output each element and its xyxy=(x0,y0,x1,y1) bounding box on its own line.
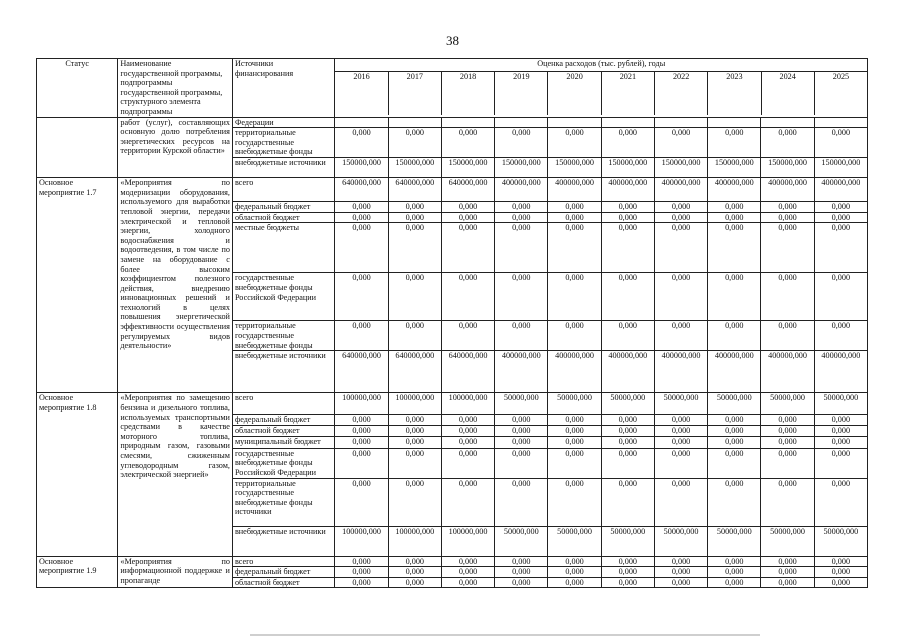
status-cell: Основное мероприятие 1.8 xyxy=(37,393,118,556)
value-cell: 0,000 xyxy=(335,425,388,436)
value-cell: 400000,000 xyxy=(495,351,548,393)
value-cell: 0,000 xyxy=(814,273,867,321)
source-cell: местные бюджеты xyxy=(232,223,334,273)
value-cell: 0,000 xyxy=(761,212,814,223)
source-cell: областной бюджет xyxy=(232,212,334,223)
value-cell: 0,000 xyxy=(388,556,441,567)
value-cell: 150000,000 xyxy=(441,158,494,178)
year-2024: 2024 xyxy=(761,72,814,115)
name-cell: «Мероприятия по модернизации оборудования, используемого для выработки тепловой энергии, передачи электрической и тепловой энергии, холодного водоснабжения и водоотведения, в том числе по замене на оборудование с более высоким коэффициентом полезного действия, внедрению инновационных решений и технологий в целях повышения энергетической эффективности осуществления регулируемых видов деятельности» xyxy=(118,178,233,393)
value-cell: 0,000 xyxy=(495,436,548,448)
value-cell: 0,000 xyxy=(761,273,814,321)
value-cell: 150000,000 xyxy=(761,158,814,178)
value-cell: 0,000 xyxy=(654,128,707,158)
value-cell: 0,000 xyxy=(601,202,654,213)
value-cell: 0,000 xyxy=(814,223,867,273)
year-2018: 2018 xyxy=(441,72,494,115)
value-cell: 100000,000 xyxy=(441,526,494,556)
value-cell: 0,000 xyxy=(388,478,441,526)
name-cell: работ (услуг), составляющих основную долю потребления энергетических ресурсов на территории Курской области» xyxy=(118,117,233,178)
value-cell: 0,000 xyxy=(441,478,494,526)
value-cell: 0,000 xyxy=(441,128,494,158)
value-cell: 0,000 xyxy=(708,425,761,436)
status-cell xyxy=(37,117,118,178)
value-cell: 0,000 xyxy=(761,556,814,567)
value-cell: 0,000 xyxy=(335,436,388,448)
value-cell: 0,000 xyxy=(708,415,761,426)
value-cell: 50000,000 xyxy=(761,393,814,415)
source-cell: территориальные государственные внебюджетные фонды источники xyxy=(232,478,334,526)
name-cell: «Мероприятия по замещению бензина и дизельного топлива, используемых транспортными средствами в качестве моторного топлива, природным газом, газовыми смесями, сжиженным углеводородным газом, электрической энергией» xyxy=(118,393,233,556)
source-cell: Федерации xyxy=(232,117,334,128)
value-cell: 0,000 xyxy=(761,202,814,213)
value-cell: 0,000 xyxy=(708,273,761,321)
value-cell: 0,000 xyxy=(708,436,761,448)
value-cell: 0,000 xyxy=(654,321,707,351)
scan-edge xyxy=(250,634,760,636)
value-cell: 0,000 xyxy=(708,202,761,213)
page-number: 38 xyxy=(446,33,459,48)
value-cell: 50000,000 xyxy=(814,526,867,556)
value-cell: 0,000 xyxy=(335,202,388,213)
value-cell: 0,000 xyxy=(548,448,601,478)
value-cell: 0,000 xyxy=(441,577,494,588)
value-cell: 0,000 xyxy=(761,577,814,588)
header-years xyxy=(335,72,867,115)
value-cell: 0,000 xyxy=(761,436,814,448)
value-cell: 400000,000 xyxy=(814,351,867,393)
value-cell xyxy=(654,117,707,128)
value-cell: 0,000 xyxy=(441,556,494,567)
value-cell xyxy=(441,117,494,128)
value-cell: 640000,000 xyxy=(335,351,388,393)
value-cell: 50000,000 xyxy=(495,393,548,415)
value-cell: 0,000 xyxy=(388,436,441,448)
table-header-row xyxy=(37,59,868,118)
value-cell: 50000,000 xyxy=(654,526,707,556)
value-cell: 400000,000 xyxy=(548,178,601,202)
value-cell: 50000,000 xyxy=(601,526,654,556)
value-cell: 0,000 xyxy=(654,202,707,213)
year-2017: 2017 xyxy=(388,72,441,115)
year-2019: 2019 xyxy=(494,72,547,115)
value-cell: 0,000 xyxy=(441,436,494,448)
value-cell: 0,000 xyxy=(335,223,388,273)
value-cell: 0,000 xyxy=(495,415,548,426)
value-cell: 50000,000 xyxy=(814,393,867,415)
value-cell: 0,000 xyxy=(335,567,388,578)
value-cell: 0,000 xyxy=(601,321,654,351)
value-cell: 0,000 xyxy=(814,577,867,588)
value-cell: 640000,000 xyxy=(388,351,441,393)
year-2020: 2020 xyxy=(547,72,600,115)
value-cell: 0,000 xyxy=(761,425,814,436)
value-cell: 0,000 xyxy=(814,448,867,478)
source-cell: федеральный бюджет xyxy=(232,202,334,213)
value-cell: 0,000 xyxy=(441,448,494,478)
value-cell: 0,000 xyxy=(654,556,707,567)
value-cell: 0,000 xyxy=(761,567,814,578)
value-cell: 0,000 xyxy=(761,321,814,351)
source-cell: всего xyxy=(232,178,334,202)
table-row xyxy=(37,556,868,567)
value-cell: 50000,000 xyxy=(654,393,707,415)
source-cell: федеральный бюджет xyxy=(232,567,334,578)
value-cell: 0,000 xyxy=(548,436,601,448)
value-cell xyxy=(495,117,548,128)
value-cell: 0,000 xyxy=(495,202,548,213)
value-cell: 0,000 xyxy=(761,128,814,158)
value-cell: 0,000 xyxy=(548,556,601,567)
table-row xyxy=(37,393,868,415)
value-cell: 0,000 xyxy=(388,212,441,223)
value-cell: 0,000 xyxy=(708,128,761,158)
value-cell: 400000,000 xyxy=(708,351,761,393)
value-cell: 0,000 xyxy=(814,321,867,351)
value-cell xyxy=(335,117,388,128)
table-row xyxy=(37,117,868,128)
value-cell: 0,000 xyxy=(814,478,867,526)
value-cell: 0,000 xyxy=(548,415,601,426)
value-cell: 150000,000 xyxy=(601,158,654,178)
source-cell: территориальные государственные внебюджетные фонды xyxy=(232,321,334,351)
value-cell: 0,000 xyxy=(441,212,494,223)
value-cell: 100000,000 xyxy=(388,526,441,556)
value-cell: 0,000 xyxy=(388,128,441,158)
value-cell: 0,000 xyxy=(708,448,761,478)
value-cell: 0,000 xyxy=(441,321,494,351)
value-cell: 0,000 xyxy=(335,415,388,426)
value-cell: 0,000 xyxy=(388,223,441,273)
value-cell: 0,000 xyxy=(495,273,548,321)
value-cell: 0,000 xyxy=(601,556,654,567)
value-cell: 0,000 xyxy=(548,223,601,273)
value-cell: 0,000 xyxy=(335,321,388,351)
value-cell: 0,000 xyxy=(495,212,548,223)
value-cell: 50000,000 xyxy=(548,393,601,415)
value-cell xyxy=(814,117,867,128)
value-cell: 0,000 xyxy=(335,577,388,588)
value-cell: 0,000 xyxy=(654,577,707,588)
budget-table xyxy=(36,58,868,588)
value-cell: 0,000 xyxy=(708,577,761,588)
value-cell: 640000,000 xyxy=(388,178,441,202)
value-cell: 0,000 xyxy=(441,273,494,321)
value-cell: 0,000 xyxy=(814,212,867,223)
value-cell: 0,000 xyxy=(441,567,494,578)
value-cell: 0,000 xyxy=(335,128,388,158)
value-cell: 0,000 xyxy=(441,415,494,426)
value-cell: 150000,000 xyxy=(495,158,548,178)
value-cell: 0,000 xyxy=(761,415,814,426)
value-cell: 0,000 xyxy=(654,273,707,321)
value-cell: 0,000 xyxy=(441,223,494,273)
value-cell: 0,000 xyxy=(335,273,388,321)
value-cell: 0,000 xyxy=(761,223,814,273)
value-cell: 150000,000 xyxy=(708,158,761,178)
value-cell: 0,000 xyxy=(761,448,814,478)
value-cell: 400000,000 xyxy=(708,178,761,202)
source-cell: областной бюджет xyxy=(232,577,334,588)
value-cell: 150000,000 xyxy=(814,158,867,178)
header-estimate: Оценка расходов (тыс. рублей), годы xyxy=(335,59,867,72)
value-cell: 0,000 xyxy=(441,425,494,436)
value-cell: 0,000 xyxy=(495,321,548,351)
source-cell: территориальные государственные внебюджетные фонды xyxy=(232,128,334,158)
header-status: Статус xyxy=(37,59,118,118)
value-cell: 0,000 xyxy=(708,478,761,526)
value-cell: 0,000 xyxy=(548,425,601,436)
header-sources: Источники финансирования xyxy=(232,59,334,118)
year-2022: 2022 xyxy=(654,72,707,115)
value-cell: 0,000 xyxy=(814,202,867,213)
value-cell: 0,000 xyxy=(335,212,388,223)
source-cell: федеральный бюджет xyxy=(232,415,334,426)
value-cell: 0,000 xyxy=(548,321,601,351)
value-cell: 0,000 xyxy=(814,436,867,448)
value-cell: 50000,000 xyxy=(708,393,761,415)
value-cell: 0,000 xyxy=(388,577,441,588)
year-2023: 2023 xyxy=(707,72,760,115)
value-cell: 0,000 xyxy=(654,478,707,526)
value-cell: 0,000 xyxy=(708,223,761,273)
value-cell: 0,000 xyxy=(495,448,548,478)
value-cell: 150000,000 xyxy=(548,158,601,178)
value-cell: 50000,000 xyxy=(495,526,548,556)
value-cell: 0,000 xyxy=(441,202,494,213)
name-cell: «Мероприятия по информационной поддержке и пропаганде xyxy=(118,556,233,588)
value-cell: 150000,000 xyxy=(388,158,441,178)
value-cell: 0,000 xyxy=(814,128,867,158)
source-cell: государственные внебюджетные фонды Российской Федерации xyxy=(232,273,334,321)
value-cell: 640000,000 xyxy=(441,351,494,393)
value-cell: 0,000 xyxy=(654,425,707,436)
value-cell: 0,000 xyxy=(601,577,654,588)
value-cell: 0,000 xyxy=(388,425,441,436)
value-cell: 400000,000 xyxy=(654,351,707,393)
value-cell: 400000,000 xyxy=(761,178,814,202)
source-cell: государственные внебюджетные фонды Российской Федерации xyxy=(232,448,334,478)
value-cell: 0,000 xyxy=(708,556,761,567)
value-cell: 0,000 xyxy=(654,223,707,273)
value-cell: 0,000 xyxy=(708,567,761,578)
header-name: Наименование государственной программы, подпрограммы государственной программы, структурного элемента подпрограммы xyxy=(118,59,233,118)
value-cell: 0,000 xyxy=(601,425,654,436)
value-cell xyxy=(708,117,761,128)
value-cell: 0,000 xyxy=(814,415,867,426)
value-cell: 150000,000 xyxy=(335,158,388,178)
value-cell: 0,000 xyxy=(548,478,601,526)
value-cell: 50000,000 xyxy=(548,526,601,556)
value-cell: 400000,000 xyxy=(601,351,654,393)
value-cell: 400000,000 xyxy=(601,178,654,202)
value-cell: 0,000 xyxy=(601,436,654,448)
value-cell: 0,000 xyxy=(654,567,707,578)
value-cell: 0,000 xyxy=(388,415,441,426)
value-cell: 0,000 xyxy=(548,567,601,578)
value-cell: 0,000 xyxy=(335,556,388,567)
value-cell: 0,000 xyxy=(335,478,388,526)
year-2021: 2021 xyxy=(601,72,654,115)
source-cell: областной бюджет xyxy=(232,425,334,436)
value-cell: 0,000 xyxy=(601,415,654,426)
value-cell xyxy=(388,117,441,128)
year-2016: 2016 xyxy=(353,72,370,81)
value-cell: 50000,000 xyxy=(761,526,814,556)
value-cell: 150000,000 xyxy=(654,158,707,178)
source-cell: внебюджетные источники xyxy=(232,158,334,178)
value-cell: 100000,000 xyxy=(388,393,441,415)
value-cell xyxy=(761,117,814,128)
value-cell xyxy=(548,117,601,128)
value-cell: 400000,000 xyxy=(814,178,867,202)
value-cell: 400000,000 xyxy=(761,351,814,393)
value-cell: 0,000 xyxy=(388,567,441,578)
year-2025: 2025 xyxy=(814,72,867,115)
value-cell: 0,000 xyxy=(495,425,548,436)
value-cell: 0,000 xyxy=(495,567,548,578)
value-cell: 0,000 xyxy=(548,212,601,223)
value-cell: 0,000 xyxy=(388,202,441,213)
value-cell: 400000,000 xyxy=(548,351,601,393)
value-cell: 0,000 xyxy=(654,436,707,448)
value-cell: 0,000 xyxy=(388,321,441,351)
value-cell: 50000,000 xyxy=(601,393,654,415)
value-cell: 0,000 xyxy=(548,128,601,158)
value-cell: 100000,000 xyxy=(335,393,388,415)
value-cell: 0,000 xyxy=(335,448,388,478)
table-row xyxy=(37,178,868,202)
value-cell: 0,000 xyxy=(601,478,654,526)
value-cell: 100000,000 xyxy=(441,393,494,415)
source-cell: муниципальный бюджет xyxy=(232,436,334,448)
value-cell: 0,000 xyxy=(548,202,601,213)
value-cell: 0,000 xyxy=(495,478,548,526)
source-cell: всего xyxy=(232,393,334,415)
value-cell: 0,000 xyxy=(708,212,761,223)
value-cell: 0,000 xyxy=(654,415,707,426)
value-cell: 0,000 xyxy=(601,212,654,223)
value-cell: 0,000 xyxy=(708,321,761,351)
value-cell: 0,000 xyxy=(601,128,654,158)
value-cell: 0,000 xyxy=(601,567,654,578)
value-cell: 100000,000 xyxy=(335,526,388,556)
value-cell: 0,000 xyxy=(814,425,867,436)
source-cell: внебюджетные источники xyxy=(232,351,334,393)
value-cell: 0,000 xyxy=(654,448,707,478)
value-cell: 0,000 xyxy=(548,577,601,588)
source-cell: всего xyxy=(232,556,334,567)
value-cell: 400000,000 xyxy=(654,178,707,202)
value-cell xyxy=(601,117,654,128)
status-cell: Основное мероприятие 1.9 xyxy=(37,556,118,588)
value-cell: 0,000 xyxy=(388,273,441,321)
value-cell: 640000,000 xyxy=(441,178,494,202)
value-cell: 0,000 xyxy=(814,556,867,567)
value-cell: 0,000 xyxy=(495,577,548,588)
value-cell: 0,000 xyxy=(761,478,814,526)
value-cell: 0,000 xyxy=(495,556,548,567)
value-cell: 400000,000 xyxy=(495,178,548,202)
source-cell: внебюджетные источники xyxy=(232,526,334,556)
value-cell: 50000,000 xyxy=(708,526,761,556)
value-cell: 0,000 xyxy=(388,448,441,478)
value-cell: 0,000 xyxy=(814,567,867,578)
header-estimate-cell xyxy=(335,59,868,118)
status-cell: Основное мероприятие 1.7 xyxy=(37,178,118,393)
value-cell: 0,000 xyxy=(601,273,654,321)
value-cell: 0,000 xyxy=(548,273,601,321)
value-cell: 0,000 xyxy=(495,223,548,273)
table-body xyxy=(37,59,868,588)
value-cell: 0,000 xyxy=(495,128,548,158)
value-cell: 0,000 xyxy=(654,212,707,223)
value-cell: 0,000 xyxy=(601,223,654,273)
value-cell: 640000,000 xyxy=(335,178,388,202)
value-cell: 0,000 xyxy=(601,448,654,478)
